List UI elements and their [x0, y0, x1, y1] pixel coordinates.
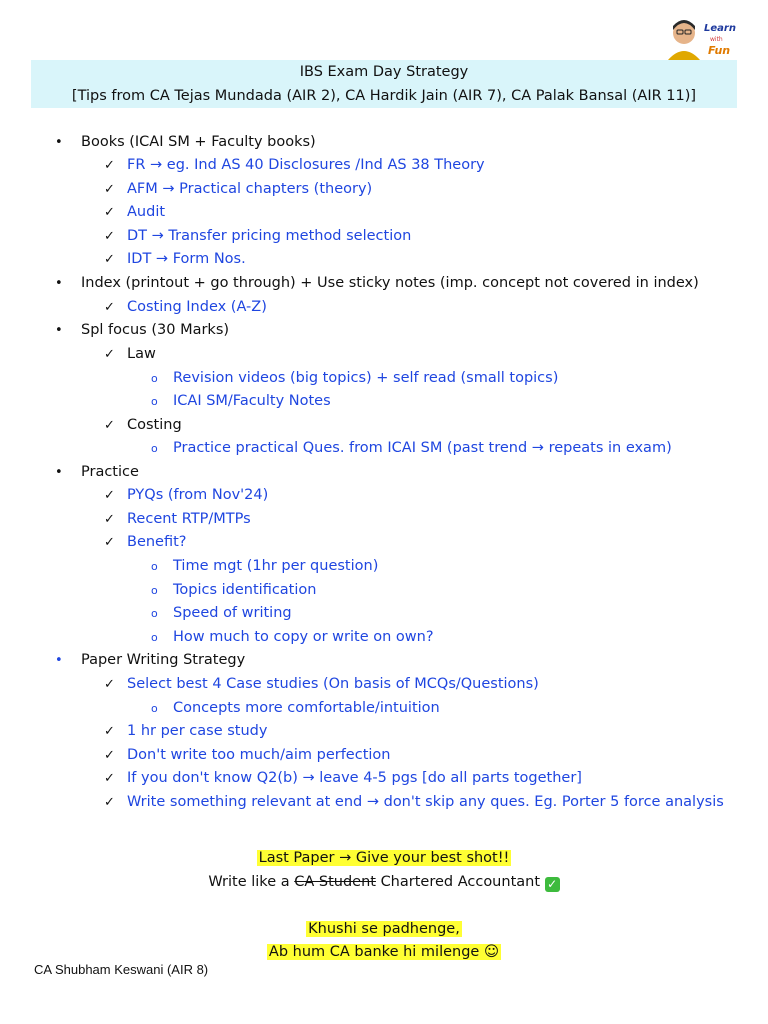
- bullet-icon: •: [55, 465, 63, 480]
- svg-text:Learn: Learn: [704, 23, 736, 34]
- bullet-icon: •: [55, 653, 63, 668]
- check-icon: ✓: [104, 300, 115, 315]
- check-icon: ✓: [104, 252, 115, 267]
- circle-bullet-icon: o: [151, 560, 158, 573]
- check-icon: ✓: [104, 182, 115, 197]
- last-paper-line: Last Paper → Give your best shot!!: [258, 850, 510, 866]
- arrow-icon: →: [162, 181, 175, 197]
- check-icon: ✓: [104, 205, 115, 220]
- circle-bullet-icon: o: [151, 395, 158, 408]
- page-title: IBS Exam Day Strategy: [299, 64, 469, 80]
- author-credit: CA Shubham Keswani (AIR 8): [34, 962, 209, 977]
- arrow-icon: →: [150, 157, 163, 173]
- learn-with-fun-logo: [662, 14, 740, 60]
- check-icon: ✓: [104, 158, 115, 173]
- title-banner: [31, 60, 737, 108]
- arrow-icon: →: [366, 794, 379, 810]
- check-icon: ✓: [104, 748, 115, 763]
- page-subtitle: [Tips from CA Tejas Mundada (AIR 2), CA Hardik Jain (AIR 7), CA Palak Bansal (AIR 11)]: [71, 88, 697, 104]
- bullet-icon: •: [55, 276, 63, 291]
- circle-bullet-icon: o: [151, 584, 158, 597]
- svg-text:with: with: [710, 36, 723, 43]
- check-icon: ✓: [104, 512, 115, 527]
- circle-bullet-icon: o: [151, 372, 158, 385]
- arrow-icon: →: [339, 850, 352, 866]
- arrow-icon: →: [155, 251, 169, 267]
- circle-bullet-icon: o: [151, 607, 158, 620]
- green-check-emoji-icon: ✓: [545, 877, 560, 892]
- write-like-line: Write like a CA Student Chartered Accountant ✓: [0, 871, 768, 894]
- arrow-icon: →: [531, 440, 544, 456]
- check-icon: ✓: [104, 488, 115, 503]
- khushi-line: Khushi se padhenge,: [308, 921, 460, 937]
- bullet-icon: •: [55, 323, 63, 338]
- check-icon: ✓: [104, 724, 115, 739]
- milenge-line: Ab hum CA banke hi milenge ☺: [268, 944, 500, 960]
- check-icon: ✓: [104, 418, 115, 433]
- check-icon: ✓: [104, 347, 115, 362]
- circle-bullet-icon: o: [151, 702, 158, 715]
- arrow-icon: →: [302, 770, 315, 786]
- arrow-icon: →: [151, 228, 164, 244]
- check-icon: ✓: [104, 771, 115, 786]
- circle-bullet-icon: o: [151, 442, 158, 455]
- check-icon: ✓: [104, 677, 115, 692]
- bullet-icon: •: [55, 135, 63, 150]
- check-icon: ✓: [104, 795, 115, 810]
- circle-bullet-icon: o: [151, 631, 158, 644]
- check-icon: ✓: [104, 229, 115, 244]
- svg-text:Fun: Fun: [708, 44, 731, 57]
- check-icon: ✓: [104, 535, 115, 550]
